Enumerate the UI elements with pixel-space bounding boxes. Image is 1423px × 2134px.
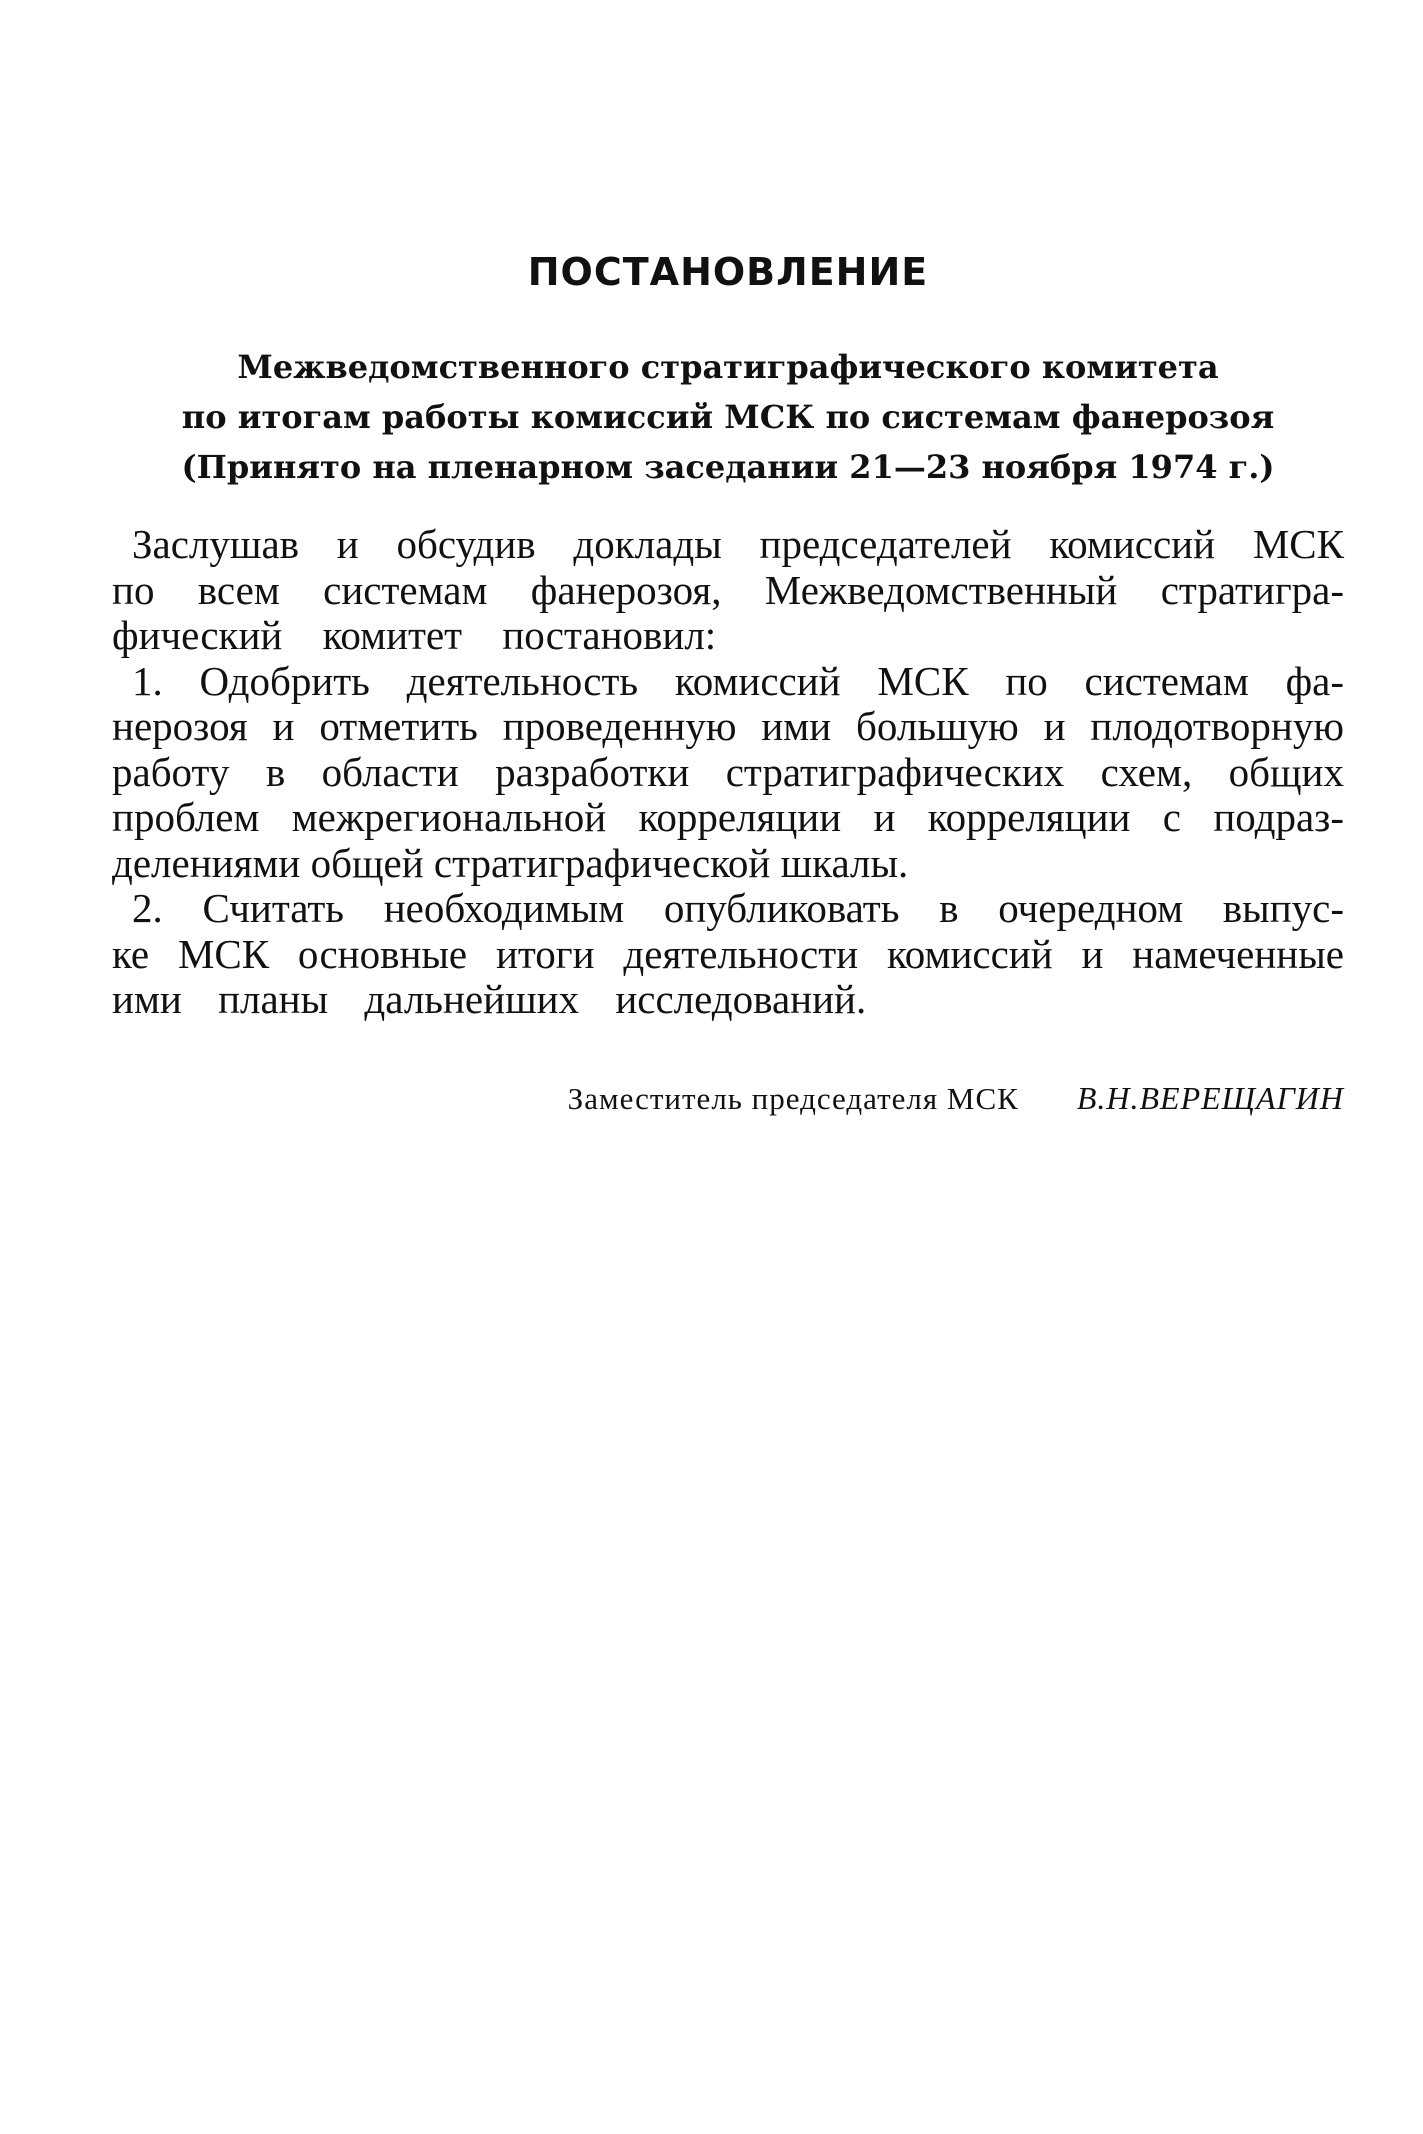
resolution-body — [112, 522, 1344, 1023]
signature-block — [112, 1080, 1344, 1117]
body-line: Заслушав и обсудив доклады председателей комиссий МСК — [132, 521, 1344, 567]
body-line: по всем системам фанерозоя, Межведомственный стратигра- — [112, 566, 1344, 613]
body-line: делениями общей стратиграфической шкалы. — [112, 839, 909, 886]
subtitle-line: Межведомственного стратиграфического комитета — [237, 348, 1219, 386]
document-subtitle — [112, 342, 1344, 492]
body-line: ими планы дальнейших исследований. — [112, 976, 867, 1022]
body-line: 1. Одобрить деятельность комиссий МСК по системам фа- — [132, 657, 1344, 704]
body-line: ке МСК основные итоги деятельности комиссий и намеченные — [112, 930, 1344, 977]
signature-name: В.Н.ВЕРЕЩАГИН — [1076, 1080, 1344, 1116]
signature-role: Заместитель председателя МСК — [567, 1081, 1019, 1116]
subtitle-line: по итогам работы комиссий МСК по системам фанерозоя — [181, 398, 1275, 436]
body-line: работу в области разработки стратиграфических схем, общих — [112, 748, 1344, 795]
document-title: ПОСТАНОВЛЕНИЕ — [527, 250, 929, 294]
body-line: фический комитет постановил: — [112, 612, 717, 658]
body-line: 2. Считать необходимым опубликовать в очередном выпус- — [132, 885, 1344, 931]
body-line: нерозоя и отметить проведенную ими большую и плодотворную — [112, 703, 1344, 749]
body-line: проблем межрегиональной корреляции и корреляции с подраз- — [112, 794, 1344, 840]
subtitle-line: (Принято на пленарном заседании 21—23 ноября 1974 г.) — [181, 448, 1275, 486]
